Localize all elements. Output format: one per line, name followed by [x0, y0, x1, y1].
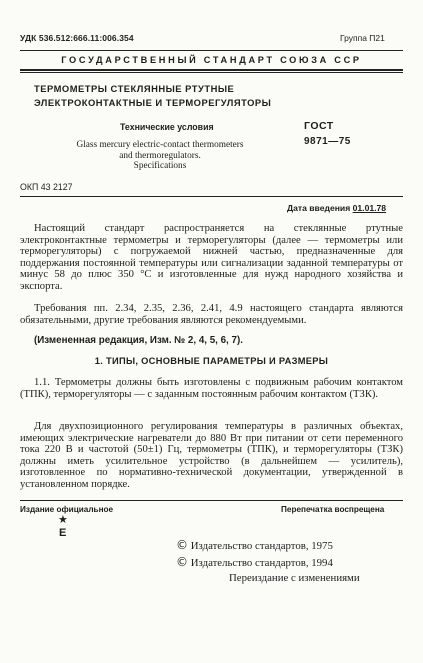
header-rule-middle	[20, 69, 403, 71]
reissue-note: Переиздание с изменениями	[229, 572, 360, 584]
section-1-1-paragraph: 1.1. Термометры должны быть изготовлены с подвижным рабочим контактом (ТПК), терморегуляторы — с заданным постоянным рабочим контактом (ТЗК).	[20, 377, 403, 400]
copyright-1994	[176, 555, 333, 569]
tech-conditions-label: Технические условия	[120, 122, 214, 132]
star-icon: ★	[58, 514, 68, 526]
copyright-icon: ©	[176, 555, 188, 569]
english-title	[60, 140, 260, 172]
amendment-note: (Измененная редакция, Изм. № 2, 4, 5, 6, 7).	[34, 335, 243, 346]
effective-date	[287, 203, 386, 213]
document-title-line-2: ЭЛЕКТРОКОНТАКТНЫЕ И ТЕРМОРЕГУЛЯТОРЫ	[34, 97, 272, 108]
official-edition-label: Издание официальное	[20, 505, 114, 514]
header-rule-middle-thin	[20, 72, 403, 73]
scope-paragraph: Настоящий стандарт распространяется на стеклянные ртутные электроконтактные термометры и терморегуляторы (далее — термометры или терморегуляторы) с погружаемой нижней частью, предназначенные для поддержания постоянной температуры или сигнализации заданной температуры от минус 58 до плюс 350 °С и изготовленные для нужд народного хозяйства и экспорта.	[20, 223, 403, 292]
english-title-line-2: and thermoregulators.	[119, 150, 201, 161]
copyright-1975	[176, 538, 333, 552]
group-code: Группа П21	[340, 33, 385, 43]
footer-rule	[20, 500, 403, 501]
english-title-line-3: Specifications	[133, 161, 187, 172]
copyright-1994-text: Издательство стандартов, 1994	[190, 557, 333, 569]
requirements-paragraph: Требования пп. 2.34, 2.35, 2.36, 2.41, 4.9 настоящего стандарта являются обязательными, другие требования являются рекомендуемыми.	[20, 303, 403, 326]
section-1-heading: 1. ТИПЫ, ОСНОВНЫЕ ПАРАМЕТРЫ И РАЗМЕРЫ	[94, 356, 329, 366]
okp-rule	[20, 196, 403, 197]
effective-date-label: Дата введения	[287, 203, 351, 213]
udk-code: УДК 536.512:666.11:006.354	[20, 33, 134, 43]
copyright-1975-text: Издательство стандартов, 1975	[190, 540, 333, 552]
header-rule-top	[20, 50, 403, 51]
edition-letter: Е	[59, 527, 67, 539]
organization-heading: ГОСУДАРСТВЕННЫЙ СТАНДАРТ СОЮЗА ССР	[61, 55, 362, 65]
reprint-prohibited-label: Перепечатка воспрещена	[281, 505, 385, 514]
gost-number: 9871—75	[304, 136, 351, 147]
gost-label: ГОСТ	[304, 120, 334, 132]
document-title-line-1: ТЕРМОМЕТРЫ СТЕКЛЯННЫЕ РТУТНЫЕ	[34, 83, 235, 94]
copyright-icon: ©	[176, 538, 188, 552]
okp-code: ОКП 43 2127	[20, 182, 73, 192]
regulation-paragraph: Для двухпозиционного регулирования температуры в различных объектах, имеющих электрические нагреватели до 880 Вт при питании от сети переменного тока 220 В и частотой (50±1) Гц, термометры (ТПК), и терморегуляторы (ТЗК) должны иметь усилительное устройство (в дальнейшем — усилитель), изготовленное по нормативно-технической документации, утвержденной в установленном порядке.	[20, 421, 403, 490]
effective-date-value: 01.01.78	[352, 203, 387, 213]
english-title-line-1: Glass mercury electric-contact thermometers	[76, 140, 244, 150]
